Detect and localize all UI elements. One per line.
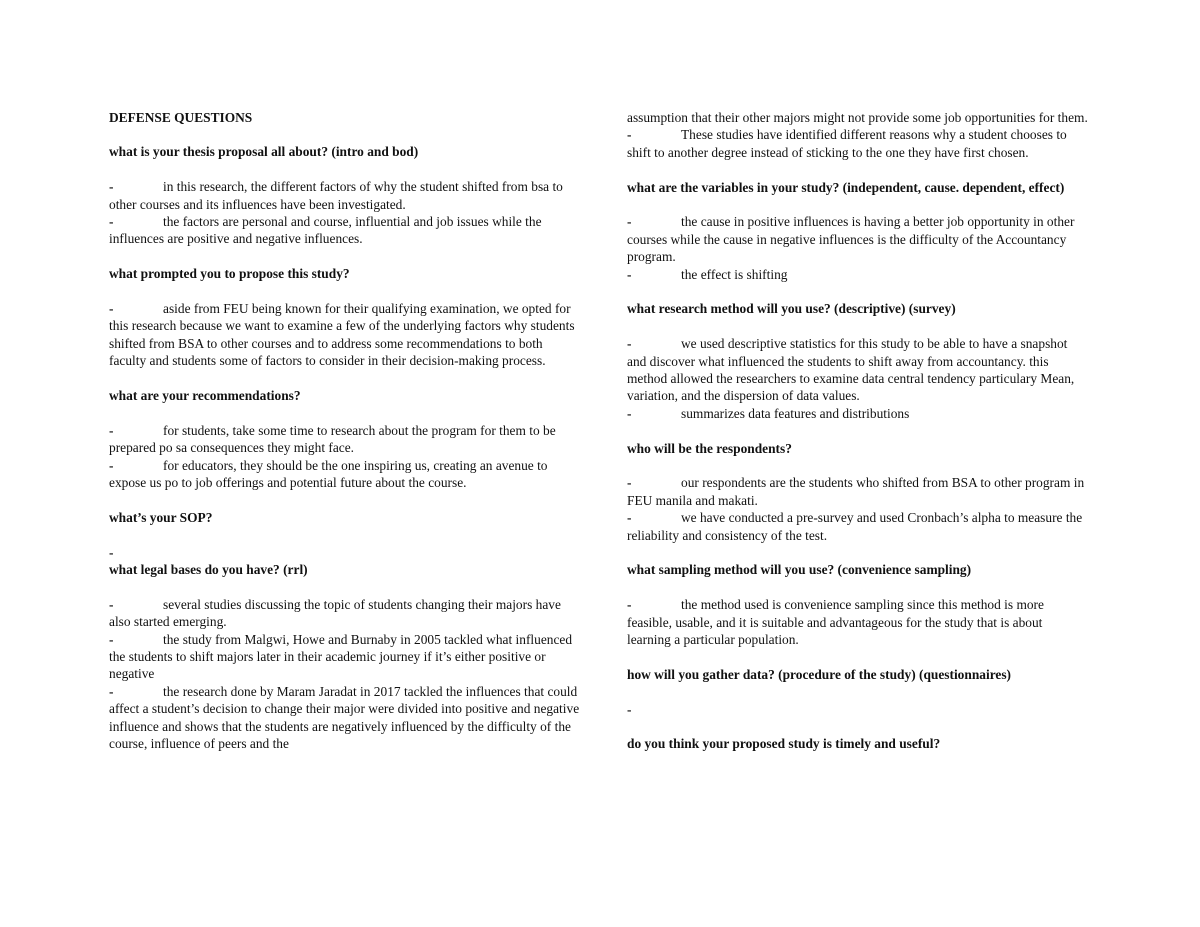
answer-text: we have conducted a pre-survey and used Cronbach’s alpha to measure the reliability and consistency of the test. [627,510,1083,543]
answer-item [109,422,581,457]
bullet-dash: - [109,631,114,647]
answer-item [109,457,581,492]
bullet-dash: - [109,596,114,612]
question-sop: what’s your SOP? [109,509,213,525]
question-sampling-method: what sampling method will you use? (convenience sampling) [627,562,972,578]
answer-item [109,596,581,631]
bullet-dash: - [627,266,632,282]
question-recommendations: what are your recommendations? [109,388,301,404]
answer-item-empty [109,544,581,561]
answer-item [109,213,581,248]
bullet-dash: - [109,214,114,230]
answer-text: in this research, the different factors of why the student shifted from bsa to other courses and its influences have been investigated. [109,179,563,212]
answer-text: summarizes data features and distributions [681,405,910,421]
bullet-dash: - [627,127,632,143]
left-column [109,109,581,753]
answer-item [109,300,581,370]
answer-text: for educators, they should be the one inspiring us, creating an avenue to expose us po to job offerings and potential future about the course. [109,457,548,491]
answer-item [109,178,581,213]
right-column [627,109,1089,753]
answer-item [627,213,1089,265]
answer-item [109,683,581,753]
bullet-dash: - [109,422,114,438]
bullet-dash: - [109,457,114,473]
answer-item [627,596,1089,648]
question-research-method: what research method will you use? (descriptive) (survey) [627,301,956,317]
answer-text: several studies discussing the topic of students changing their majors have also started emerging. [109,596,561,630]
question-gather-data: how will you gather data? (procedure of the study) (questionnaires) [627,666,1012,682]
answer-text: the effect is shifting [681,266,788,282]
question-prompted: what prompted you to propose this study? [109,266,350,282]
bullet-dash: - [109,179,114,195]
bullet-dash: - [627,405,632,421]
answer-item [627,126,1089,161]
answer-text: the factors are personal and course, influential and job issues while the influences are positive and negative influences. [109,214,542,247]
bullet-dash: - [109,544,114,560]
question-thesis-proposal: what is your thesis proposal all about? (intro and bod) [109,144,419,160]
answer-text: aside from FEU being known for their qualifying examination, we opted for this research because we want to examine a few of the underlying factors why students shifted from BSA to other courses and to address some recommendations to both faculty and students some of factors to consider in their decision-making process. [109,301,575,369]
answer-text: These studies have identified different reasons why a student chooses to shift to another degree instead of sticking to the one they have first chosen. [627,127,1067,160]
question-variables: what are the variables in your study? (independent, cause. dependent, effect) [627,179,1065,195]
bullet-dash: - [109,683,114,699]
answer-item [627,266,1089,283]
answer-text: the research done by Maram Jaradat in 2017 tackled the influences that could affect a student’s decision to change their major were divided into positive and negative influence and shows that the students are negatively influenced by the difficulty of the course, influence of peers and the [109,683,580,752]
bullet-dash: - [627,510,632,526]
answer-text: we used descriptive statistics for this study to be able to have a snapshot and discover what influenced the students to shift away from accountancy. this method allowed the researchers to examine data central tendency particulary Mean, variation, and the dispersion of data values. [627,336,1075,404]
answer-text: the cause in positive influences is having a better job opportunity in other courses while the cause in negative influences is the difficulty of the Accountancy program. [627,214,1075,265]
answer-item [109,631,581,683]
question-legal-bases: what legal bases do you have? (rrl) [109,562,308,578]
answer-item-empty [627,701,1089,718]
continued-text: assumption that their other majors might not provide some job opportunities for them. [627,110,1088,125]
bullet-dash: - [627,214,632,230]
bullet-dash: - [109,301,114,317]
answer-text: the method used is convenience sampling since this method is more feasible, usable, and it is suitable and advantageous for the study that is about learning a particular population. [627,597,1044,648]
bullet-dash: - [627,597,632,613]
answer-text: for students, take some time to research about the program for them to be prepared po sa consequences they might face. [109,422,556,456]
answer-text: the study from Malgwi, Howe and Burnaby in 2005 tackled what influenced the students to shift majors later in their academic journey if it’s either positive or negative [109,631,573,682]
answer-item [627,474,1089,509]
answer-item [627,335,1089,405]
bullet-dash: - [627,336,632,352]
question-timely-useful: do you think your proposed study is timely and useful? [627,736,941,752]
bullet-dash: - [627,475,632,491]
answer-text: our respondents are the students who shifted from BSA to other program in FEU manila and makati. [627,475,1085,508]
document-title: DEFENSE QUESTIONS [109,110,253,125]
question-respondents: who will be the respondents? [627,440,792,456]
answer-item [627,405,1089,422]
bullet-dash: - [627,701,632,717]
answer-item [627,509,1089,544]
